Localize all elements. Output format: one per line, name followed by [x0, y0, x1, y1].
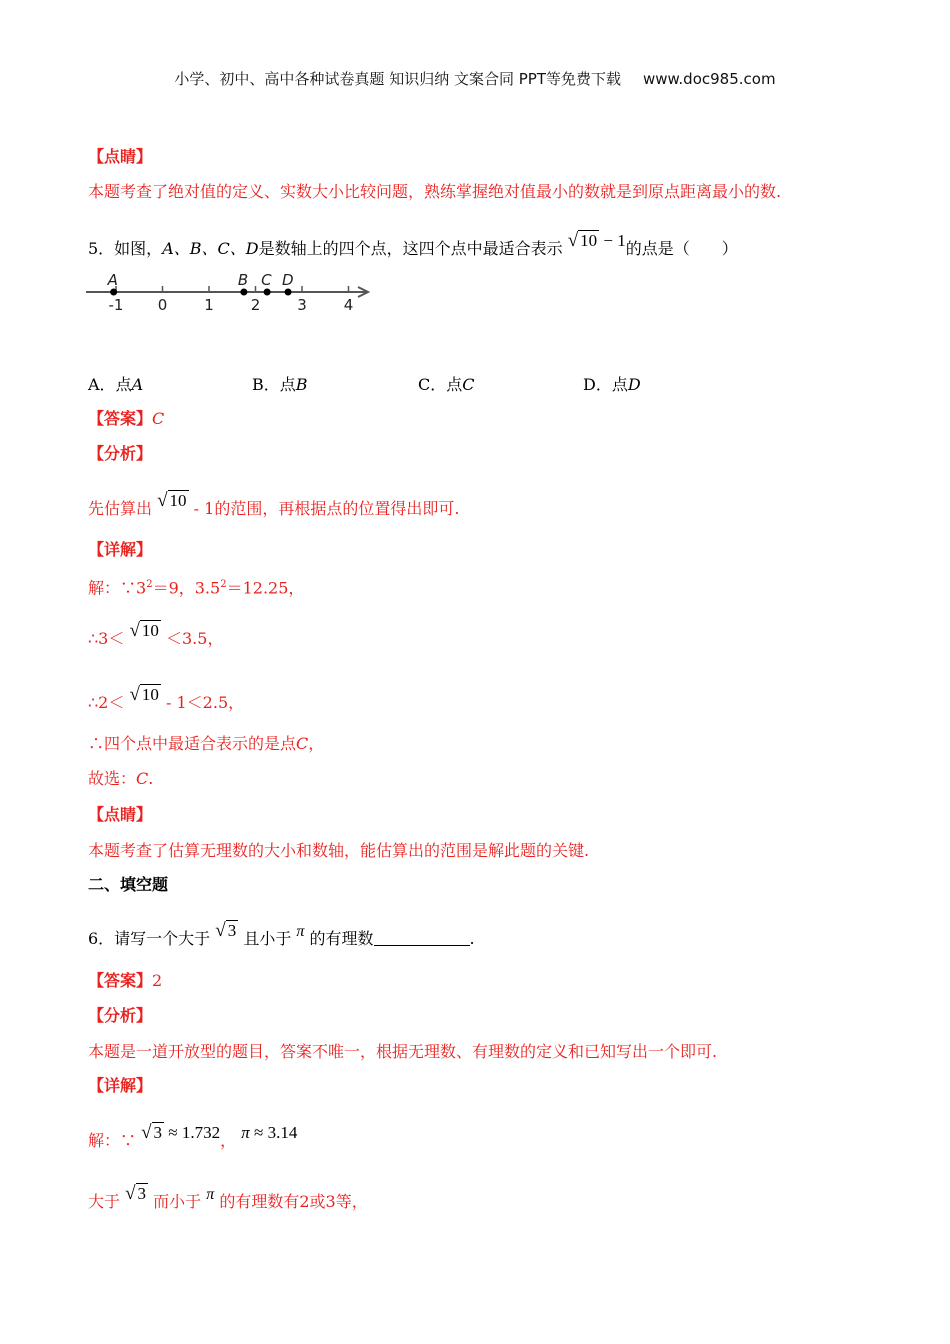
superscript: 2 — [146, 579, 153, 590]
q6-stem-mid: 且小于 — [243, 929, 292, 948]
q6-answer — [88, 970, 162, 992]
sqrt-expression: √ 10 — [129, 620, 159, 641]
detail-text: ∴3＜ — [88, 629, 125, 648]
q6-detail-line2 — [88, 1183, 368, 1213]
sqrt-expression: √ 10 — [129, 684, 159, 705]
point-d — [285, 289, 292, 296]
detail-text: ＝12.25， — [226, 578, 305, 598]
q5-dianjing-text: 本题考查了估算无理数的大小和数轴，能估算出的范围是解此题的关键. — [88, 841, 590, 860]
option-letter: A． — [88, 375, 116, 394]
approx-value: ≈ 1.732 — [164, 1123, 221, 1142]
detail-text: ， — [308, 734, 325, 753]
option-letter: D． — [583, 375, 612, 394]
pi-symbol: π — [296, 923, 305, 940]
option-a[interactable] — [88, 372, 143, 395]
answer-label: 【答案】 — [88, 971, 153, 990]
q6-detail-line1 — [88, 1122, 297, 1152]
option-var: B — [295, 375, 308, 394]
point-a — [110, 289, 117, 296]
q6-analysis-label: 【分析】 — [88, 1006, 153, 1025]
option-text: 点 — [115, 375, 132, 394]
header-text: 小学、初中、高中各种试卷真题 知识归纳 文案合同 PPT等免费下载 — [174, 70, 621, 88]
q6-analysis-text: 本题是一道开放型的题目，答案不唯一，根据无理数、有理数的定义和已知写出一个即可. — [88, 1042, 718, 1061]
tick-label: 1 — [204, 296, 214, 314]
q5-detail-line3 — [88, 684, 244, 714]
sqrt-expression: √ 3 — [125, 1183, 147, 1204]
radicand: 3 — [153, 1123, 163, 1142]
superscript: 2 — [220, 579, 227, 590]
q6-stem-post: 的有理数 — [309, 929, 374, 948]
answer-value: C — [152, 409, 165, 428]
option-letter: C． — [418, 375, 447, 394]
option-d[interactable] — [583, 372, 641, 395]
sqrt-expression: √ 3 ≈ 1.732 — [141, 1122, 221, 1143]
sqrt-expression: √ 3 — [215, 920, 237, 941]
q5-stem-vars: A、B、C、D — [162, 239, 259, 258]
radicand: 10 — [169, 491, 187, 510]
point-b — [240, 289, 247, 296]
option-letter: B． — [252, 375, 280, 394]
detail-text: ＜3.5， — [166, 629, 224, 648]
point-label: D — [282, 271, 294, 289]
q5-answer — [88, 408, 164, 430]
q5-detail-line2 — [88, 620, 223, 650]
detail-text: 解：∵3 — [88, 578, 147, 598]
q5-analysis-label: 【分析】 — [88, 444, 153, 463]
point-label: B — [237, 271, 249, 289]
detail-text: ∴2＜ — [88, 693, 125, 712]
q4-dianjing-text: 本题考查了绝对值的定义、实数大小比较问题，熟练掌握绝对值最小的数就是到原点距离最小的数. — [88, 182, 782, 201]
sqrt-expression: √ 10 — [157, 490, 187, 511]
tick-label: 0 — [157, 296, 168, 314]
detail-text: 而小于 — [153, 1192, 202, 1211]
q6-detail-label: 【详解】 — [88, 1076, 153, 1095]
detail-text: ， — [220, 1131, 237, 1150]
detail-text: 大于 — [88, 1192, 121, 1211]
q5-stem-mid: 是数轴上的四个点，这四个点中最适合表示 — [258, 239, 563, 258]
analysis-pre: 先估算出 — [88, 499, 153, 518]
header-url: www.doc985.com — [642, 70, 776, 88]
q5-analysis — [88, 490, 459, 520]
q5-detail-label: 【详解】 — [88, 540, 153, 559]
tick-label: 2 — [250, 296, 261, 314]
option-var: D — [627, 375, 641, 394]
q5-detail-line4 — [88, 733, 324, 755]
q5-stem-pre: 5．如图， — [88, 239, 163, 258]
point-label: A — [107, 271, 118, 289]
detail-text: - 1＜2.5， — [166, 693, 245, 712]
q6-stem — [88, 920, 475, 950]
tick-label: 4 — [343, 296, 354, 314]
option-text: 点 — [279, 375, 296, 394]
number-line — [86, 270, 386, 320]
page-header — [0, 68, 950, 89]
radicand: 10 — [141, 621, 159, 640]
detail-var: C — [296, 734, 309, 753]
expr-tail: − 1 — [599, 231, 626, 250]
radicand: 10 — [141, 685, 159, 704]
pi-symbol: π — [241, 1123, 250, 1142]
option-text: 点 — [446, 375, 463, 394]
q5-stem — [88, 230, 738, 260]
answer-value: 2 — [152, 971, 163, 990]
q5-detail-line1 — [88, 574, 304, 599]
analysis-post: - 1的范围，再根据点的位置得出即可. — [193, 499, 460, 518]
q6-stem-end: . — [469, 929, 475, 948]
q5-stem-post: 的点是（ ） — [625, 239, 738, 258]
q5-dianjing-label: 【点睛】 — [88, 805, 153, 824]
detail-text: ＝9，3.5 — [152, 578, 221, 598]
option-c[interactable] — [418, 372, 475, 395]
detail-text: 故选： — [88, 769, 137, 788]
point-label: C — [261, 271, 272, 289]
option-var: A — [131, 375, 144, 394]
approx-value: ≈ 3.14 — [249, 1123, 298, 1142]
tick-label: -1 — [108, 296, 124, 314]
radicand: 10 — [580, 231, 598, 250]
tick-label: 3 — [297, 296, 307, 314]
detail-text: 的有理数有2或3等， — [219, 1192, 368, 1211]
q4-dianjing-label: 【点睛】 — [88, 147, 153, 166]
radicand: 3 — [227, 921, 237, 940]
point-c — [264, 289, 271, 296]
detail-var: C — [136, 769, 149, 788]
pi-symbol: π — [206, 1186, 215, 1203]
q5-detail-line5 — [88, 768, 153, 790]
q6-stem-pre: 6．请写一个大于 — [88, 929, 211, 948]
detail-text: 解：∵ — [88, 1131, 137, 1150]
answer-label: 【答案】 — [88, 409, 153, 428]
section-title: 二、填空题 — [88, 875, 169, 894]
radicand: 3 — [137, 1184, 147, 1203]
sqrt-expression: √ 10 − 1 — [567, 230, 626, 251]
option-text: 点 — [611, 375, 628, 394]
answer-blank[interactable] — [374, 929, 470, 946]
option-b[interactable] — [252, 372, 308, 395]
detail-text: ∴四个点中最适合表示的是点 — [88, 734, 297, 753]
detail-text: . — [148, 769, 154, 788]
option-var: C — [462, 375, 475, 394]
